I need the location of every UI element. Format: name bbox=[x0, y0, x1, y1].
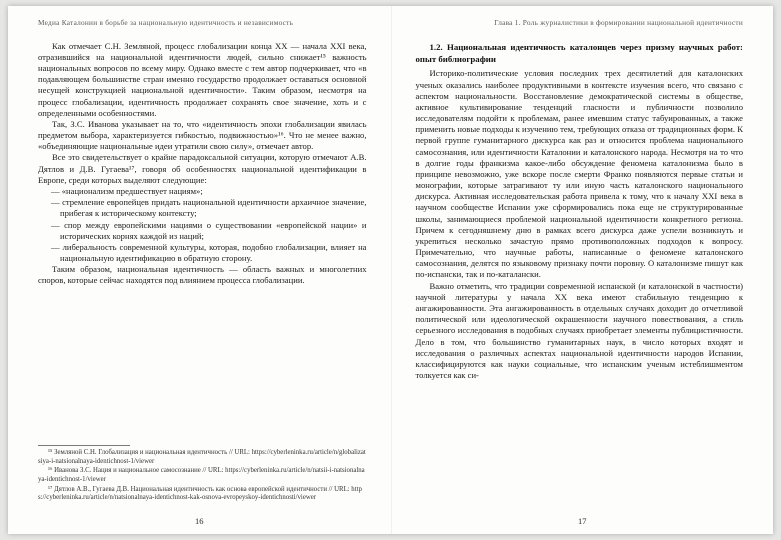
footnote: ¹⁵ Земляной С.Н. Глобализация и национальная идентичность // URL: https://cyberleninka.ru/article/n/globalizatsiya-i-natsionalnaya-identichnost-1/viewer bbox=[38, 448, 366, 465]
footnote: ¹⁷ Дятлов А.В., Гугаева Д.В. Национальная идентичность как основа европейской идентичности // URL: https://cyberleninka.ru/article/n/natsionalnaya-identichnost-kak-osnova-evropeyskoy-identichnosti/viewer bbox=[38, 485, 362, 502]
section-heading: 1.2. Национальная идентичность каталонцев через призму научных работ: опыт библиографии bbox=[415, 41, 743, 65]
list-item: — либеральность современной культуры, которая, подобно глобализации, влияет на национальную идентификацию в обратную сторону. bbox=[51, 241, 367, 264]
list-item: — стремление европейцев придать национальной идентичности архаичное значение, прибегая к историческому контексту; bbox=[51, 197, 367, 219]
paragraph: Как отмечает С.Н. Земляной, процесс глобализации конца XX — начала XXI века, отразившийся на национальной идентичности людей, сильно снижает¹⁵ важность национальных вопросов по всему миру. Однако вместе с тем автор подчеркивает, что «в подавляющем большинстве стран именно государство продолжает оставаться основной несущей конструкцией национальной идентичности». Таким образом, несмотря на процесс глобализации, идентичность продолжает сохранять свое значение, хоть и с определенными особенностями. bbox=[38, 40, 367, 118]
paragraph: Историко-политические условия последних трех десятилетий для каталонских ученых оказались наиболее продуктивными в контексте изучения всего, что связано с аспектом национальности. Восстановление демократической системы в обществе, активное культивирование тенденций гласности и публичности позволило исследователям подойти к проблемам, ранее имевшим статус табуированных, а также применить новые подходы к изучению тем, требующих отказа от традиционных форм. К первой группе гуманитарного дискурса как раз и относится проблема национального самосознания, или идентичности Каталонии и каталонского народа. Несмотря на то что в долгие годы франкизма какое-либо обсуждение феномена каталонизма было в принципе невозможно, уже вскоре после смерти Франко появляются первые статьи и монографии, которые затрагивают ту или иную часть каталонского национального дискурса. Активная исследовательская работа привела к тому, что к началу XXI века в научном сообществе Испании уже сформировались пока еще не структурированные школы, занимающиеся проблемой национальной идентичности конкретного региона. Причем к сегодняшнему дню в рамках всего дискурса даже успели возникнуть и укрепиться несколько зачастую прямо противоположных подходов к вопросу. Примечательно, что научные работы, написанные о феномене каталонского самосознания, делятся по языковому признаку почти поровну. О каталонизме пишут как по-испански, так и по-каталански. bbox=[415, 68, 743, 280]
list-item: — «национализм предшествует нациям»; bbox=[51, 185, 203, 196]
footnotes-block bbox=[38, 439, 367, 508]
paragraph: Таким образом, национальная идентичность — область важных и многолетних споров, которые сейчас находятся под влиянием процесса глобализации. bbox=[38, 264, 367, 286]
list-item: — спор между европейскими нациями о существовании «европейской нации» и исторических корнях каждой из наций; bbox=[51, 219, 367, 241]
footnote: ¹⁶ Иванова З.С. Нация и национальное самосознание // URL: https://cyberleninka.ru/article/n/natsii-i-natsionalnaya-identichnost-1/viewer bbox=[38, 467, 365, 483]
footnote-separator bbox=[38, 445, 130, 446]
running-head-left: Медиа Каталонии в борьбе за национальную идентичность и независимость bbox=[38, 19, 294, 27]
page-left bbox=[8, 6, 391, 534]
paragraph: Все это свидетельствует о крайне парадоксальной ситуации, которую отмечают А.В. Дятлов и Д.В. Гугаева¹⁷, говоря об особенностях национальной идентификации в Европе, среди которых выделяют следующие: bbox=[38, 152, 367, 185]
page-number-right: 17 bbox=[578, 516, 587, 526]
paragraph: Важно отметить, что традиции современной испанской (и каталонской в частности) научной литературы у начала XX века имеют стабильную тенденцию к ангажированности. Эта ангажированность в отдельных случаях доходит до отчетливой политической или идеологической окрашенности научного повествования, а стиль серьезного исследования в подобных случаях приобретает элементы публицистичности. Дело в том, что большинство гуманитарных наук, в число которых входят и исследования о различных аспектах национальной идентичности народов Испании, классифицируются как науки социальные, что испанским ученым истеблишментом толкуется как си- bbox=[415, 280, 743, 381]
paragraph: Так, З.С. Иванова указывает на то, что «идентичность эпохи глобализации явилась предметом выбора, характеризуется гибкостью, подвижностью»¹⁶. Что не менее важно, «объединяющие национальные идеи утратили свою силу», отмечает автор. bbox=[38, 118, 367, 152]
book-spread bbox=[8, 6, 773, 534]
page-number-left: 16 bbox=[195, 516, 204, 526]
page-right bbox=[391, 6, 774, 534]
running-head-right: Глава 1. Роль журналистики в формировании национальной идентичности bbox=[494, 19, 743, 27]
